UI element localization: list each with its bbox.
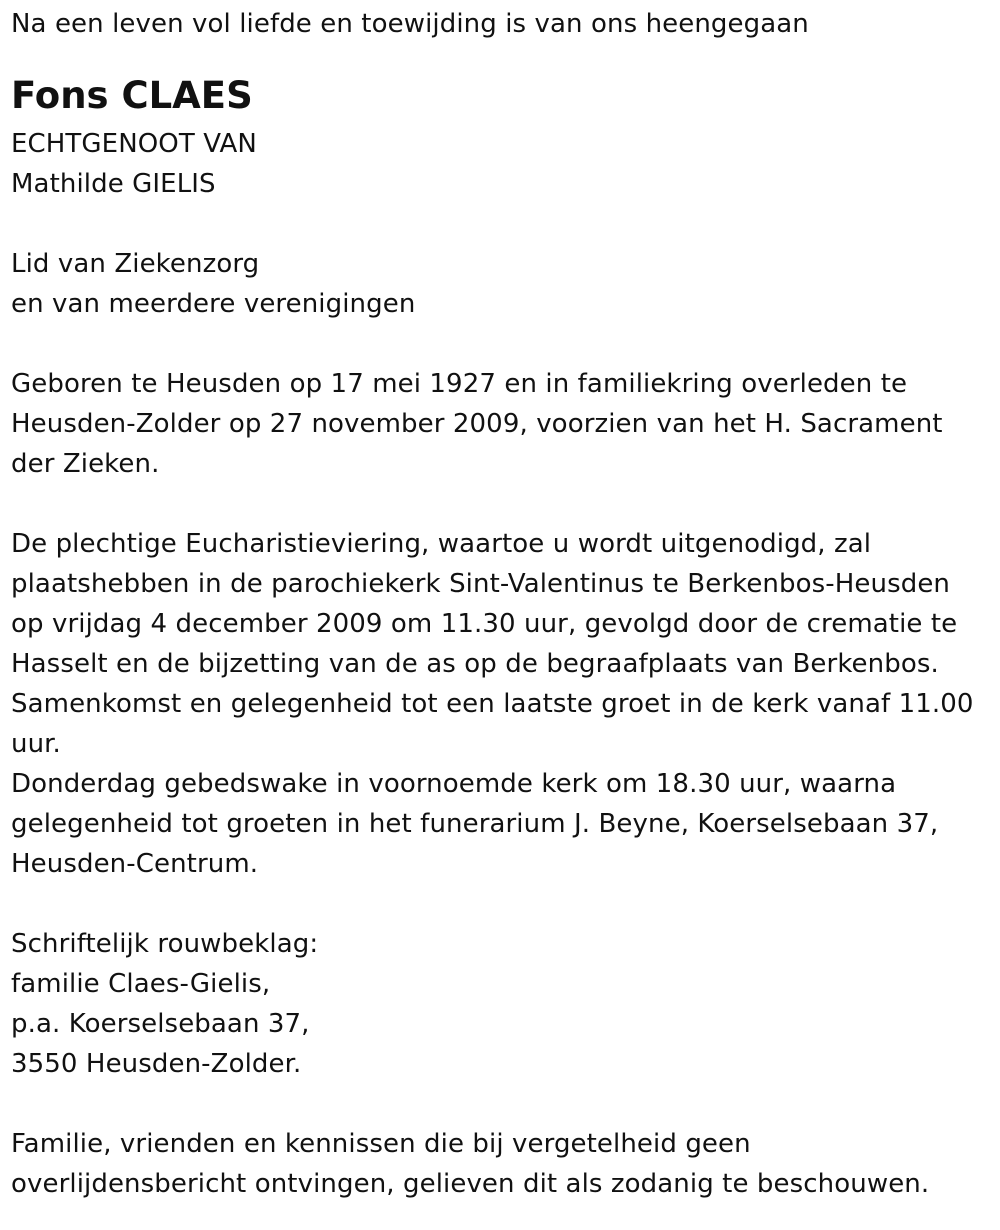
spacer: [11, 44, 991, 68]
condolence-line: familie Claes-Gielis,: [11, 969, 271, 999]
obituary-notice: [11, 4, 991, 1204]
spacer: [11, 884, 991, 924]
deceased-name: Fons CLAES: [11, 74, 253, 117]
condolence-line: p.a. Koerselsebaan 37,: [11, 1009, 310, 1039]
closing-line: Familie, vrienden en kennissen die bij vergetelheid geen: [11, 1129, 751, 1159]
ceremony-line: Samenkomst en gelegenheid tot een laatste groet in de kerk vanaf 11.00: [11, 689, 974, 719]
ceremony-line: gelegenheid tot groeten in het funerarium J. Beyne, Koerselsebaan 37,: [11, 809, 939, 839]
spacer: [11, 484, 991, 524]
ceremony-line: plaatshebben in de parochiekerk Sint-Valentinus te Berkenbos-Heusden: [11, 569, 950, 599]
spacer: [11, 1084, 991, 1124]
relation-label: ECHTGENOOT VAN: [11, 129, 257, 159]
condolence-line: 3550 Heusden-Zolder.: [11, 1049, 302, 1079]
membership-line: Lid van Ziekenzorg: [11, 249, 260, 279]
birth-death-line: der Zieken.: [11, 449, 160, 479]
ceremony-line: Heusden-Centrum.: [11, 849, 259, 879]
intro-text: Na een leven vol liefde en toewijding is van ons heengegaan: [11, 9, 809, 39]
ceremony-line: op vrijdag 4 december 2009 om 11.30 uur, gevolgd door de crematie te: [11, 609, 958, 639]
membership-line: en van meerdere verenigingen: [11, 289, 416, 319]
closing-line: overlijdensbericht ontvingen, gelieven dit als zodanig te beschouwen.: [11, 1169, 930, 1199]
condolence-line: Schriftelijk rouwbeklag:: [11, 929, 319, 959]
ceremony-line: Hasselt en de bijzetting van de as op de begraafplaats van Berkenbos.: [11, 649, 939, 679]
ceremony-line: uur.: [11, 729, 61, 759]
spouse-name: Mathilde GIELIS: [11, 169, 216, 199]
birth-death-line: Geboren te Heusden op 17 mei 1927 en in familiekring overleden te: [11, 369, 908, 399]
spacer: [11, 204, 991, 244]
birth-death-line: Heusden-Zolder op 27 november 2009, voorzien van het H. Sacrament: [11, 409, 943, 439]
ceremony-line: Donderdag gebedswake in voornoemde kerk om 18.30 uur, waarna: [11, 769, 897, 799]
ceremony-line: De plechtige Eucharistieviering, waartoe u wordt uitgenodigd, zal: [11, 529, 872, 559]
spacer: [11, 324, 991, 364]
